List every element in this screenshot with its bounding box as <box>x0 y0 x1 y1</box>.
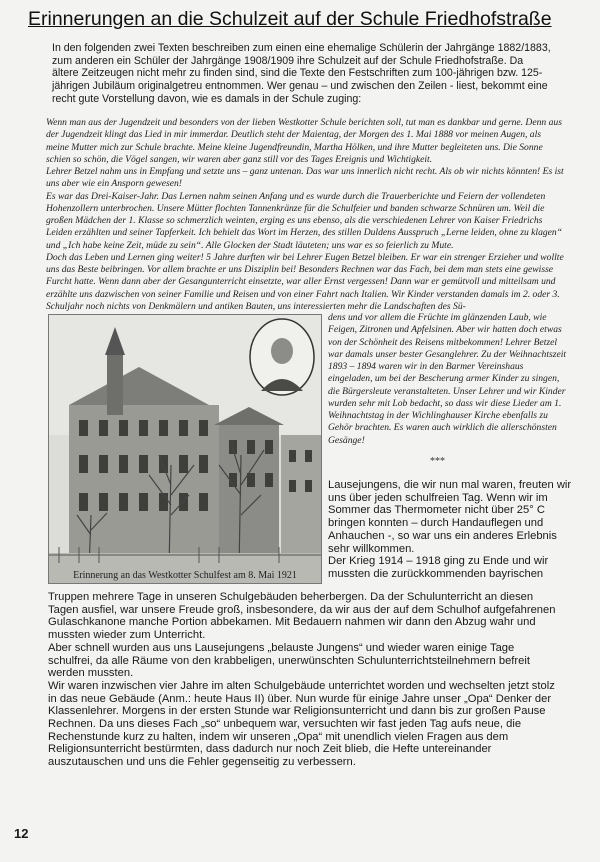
memoir-2-paragraph: Aber schnell wurden aus uns Lausejungens „belauste Jungens“ und wieder waren einige Tage schulfrei, da alle Räume von den krabbeligen, unerwünschten Schulunterrichtsteilnehmern befreit werden mussten. <box>48 641 530 680</box>
memoir-2-paragraph: Truppen mehrere Tage in unseren Schulgebäuden beherbergen. Da der Schulunterricht an diesen Tagen ausfiel, war unsere Freude groß, insbesondere, da wir aus der auf dem Schulhof aufgefahrenen Gulaschkanone manche Portion abbekamen. Mit Bedauern nahmen wir dann den Abzug wahr und mussten wieder zum Unterricht. <box>48 591 556 642</box>
memoir-2-side-text <box>328 479 572 581</box>
photo-caption: Erinnerung an das Westkotter Schulfest am 8. Mai 1921 <box>73 570 297 581</box>
memoir-1-continuation-paragraph: dens und vor allem die Früchte im glänzenden Laub, wie Feigen, Zitronen und Apfelsinen. Aber wir hatten doch etwas von der Schönheit des Reisens mitbekommen! Lehrer Betzel war damals unser bester Gesanglehrer. Zu der Weihnachtszeit 1893 – 1894 waren wir in den Barmer Vereinshaus eingeladen, um bei der Bescherung armer Kinder zu singen, die Bürgersleute veranstalteten. Unser Lehrer und wir Kinder wurden sehr mit Lob bedacht, so dass wir diese Lieder am 1. Weihnachtstag in der Wichlinghauser Kirche ebenfalls zu Gehör brachten. Es waren auch wirklich die allerschönsten Gesänge! <box>328 312 567 446</box>
memoir-1-paragraph: Es war das Drei-Kaiser-Jahr. Das Lernen nahm seinen Anfang und es wurde durch die Trauerberichte und Feiern der vollendeten Hohenzollern unterbrochen. Unsere Mütter flochten Tannenkränze für die Schulfeier und banden schwarze Schnüren um. Weil die großen Mädchen der 1. Klasse so schmerzlich weinten, erging es uns ebenso, als die verschiedenen Lehrer von Kaiser Friedrichs Leiden erzählten und seiner Tapferkeit. Ich behielt das Wort im Herzen, des stillen Duldens Ausspruch „Lerne leiden, ohne zu klagen“ und „Ich habe keine Zeit, müde zu sein“. Alle Glocken der Stadt läuteten; uns war es so feierlich zu Mute. <box>46 190 563 251</box>
memoir-1-text <box>46 117 566 313</box>
memoir-1-paragraph: Wenn man aus der Jugendzeit und besonders von der lieben Westkotter Schule berichten soll, tut man es dankbar und gerne. Denn aus der Jugendzeit klingt das Lied in mir immerdar. Deutlich steht der Maientag, der Morgen des 1. Mai 1888 vor meinen Augen, als meine Mutter mich zur Schule brachte. Meine kleine Jugendfreundin, Martha Hölken, und ihre Mutter begleiteten uns. Die Sonne schien so schön, die Vögel sangen, wir waren aber ganz still vor des Tages Ereignis und Wichtigkeit. <box>46 117 562 165</box>
memoir-1-paragraph: Lehrer Betzel nahm uns in Empfang und setzte uns – ganz untenan. Das war uns innerlich nicht recht. Als ob wir nichts könnten! Es ist uns aber wie ein Ansporn gewesen! <box>46 166 564 190</box>
intro-paragraph: In den folgenden zwei Texten beschreiben zum einen eine ehemalige Schülerin der Jahrgänge 1882/1883, zum anderen ein Schüler der Jahrgänge 1908/1909 ihre Schulzeit auf der Schule Friedhofstraße. Da ältere Zeitzeugen nicht mehr zu finden sind, sind die Texte den Festschriften zum 100-jährigen bzw. 125-jährigen Jubiläum originalgetreu entnommen. Wer genau – und zwischen den Zeilen - liest, bekommt eine recht gute Vorstellung davon, wie es damals in der Schule zuging: <box>52 42 551 105</box>
memoir-1-continuation <box>328 312 570 447</box>
memoir-2-paragraph: Lausejungens, die wir nun mal waren, freuten wir uns über jeden schulfreien Tag. Wenn wir im Sommer das Thermometer nicht über 25° C bringen konnten – durch Handauflegen und Anhauchen -, so war uns ein anderes Erlebnis sehr willkommen. <box>328 479 572 555</box>
memoir-2-text <box>48 591 558 769</box>
page-number: 12 <box>14 826 29 841</box>
memoir-2-paragraph: Der Krieg 1914 – 1918 ging zu Ende und wir mussten die zurückkommenden bayrischen <box>328 555 549 580</box>
section-separator: *** <box>430 456 445 467</box>
memoir-1-paragraph: Doch das Leben und Lernen ging weiter! 5 Jahre durften wir bei Lehrer Eugen Betzel bleiben. Er war ein strenger Erzieher und wollte uns das Beste beibringen. Vor allem brachte er uns Disziplin bei! Besonders Rechnen war das Fach, bei dem man stets eine gewisse Furcht hatte. Wenn dann aber der Gesangunterricht einsetzte, war aller Ernst vergessen! Dann war er gemütvoll und mitteilsam und erzählte uns dazwischen von seiner Familie und Reisen und von einer Fahrt nach Italien. Wir Kinder verstanden damals im 2. oder 3. Schuljahr noch nichts von Denkmälern und antiken Bauten, uns interessierten mehr die Landschaften des Sü- <box>46 251 564 312</box>
school-photo <box>48 314 322 584</box>
memoir-2-paragraph: Wir waren inzwischen vier Jahre im alten Schulgebäude unterrichtet worden und wechselten jetzt stolz in das neue Gebäude (Anm.: heute Haus II) über. Nun wurde für einige Jahre unser „Opa“ Denker der Klassenlehrer. Morgens in der ersten Stunde war Religionsunterricht und dann bis zur großen Pause Rechnen. Da uns dieses Fach „so“ unbequem war, versuchten wir fast jeden Tag aufs neue, die Rechenstunde kurz zu halten, indem wir unseren „Opa“ mit unendlich vielen Fragen aus dem Religionsunterricht bestürmten, dass dadurch nur noch Zeit blieb, die Hefte untereinander auszutauschen und uns die Fehler gegenseitig zu verbessern. <box>48 679 555 769</box>
page-title: Erinnerungen an die Schulzeit auf der Schule Friedhofstraße <box>28 8 552 30</box>
school-building-illustration <box>49 315 321 583</box>
